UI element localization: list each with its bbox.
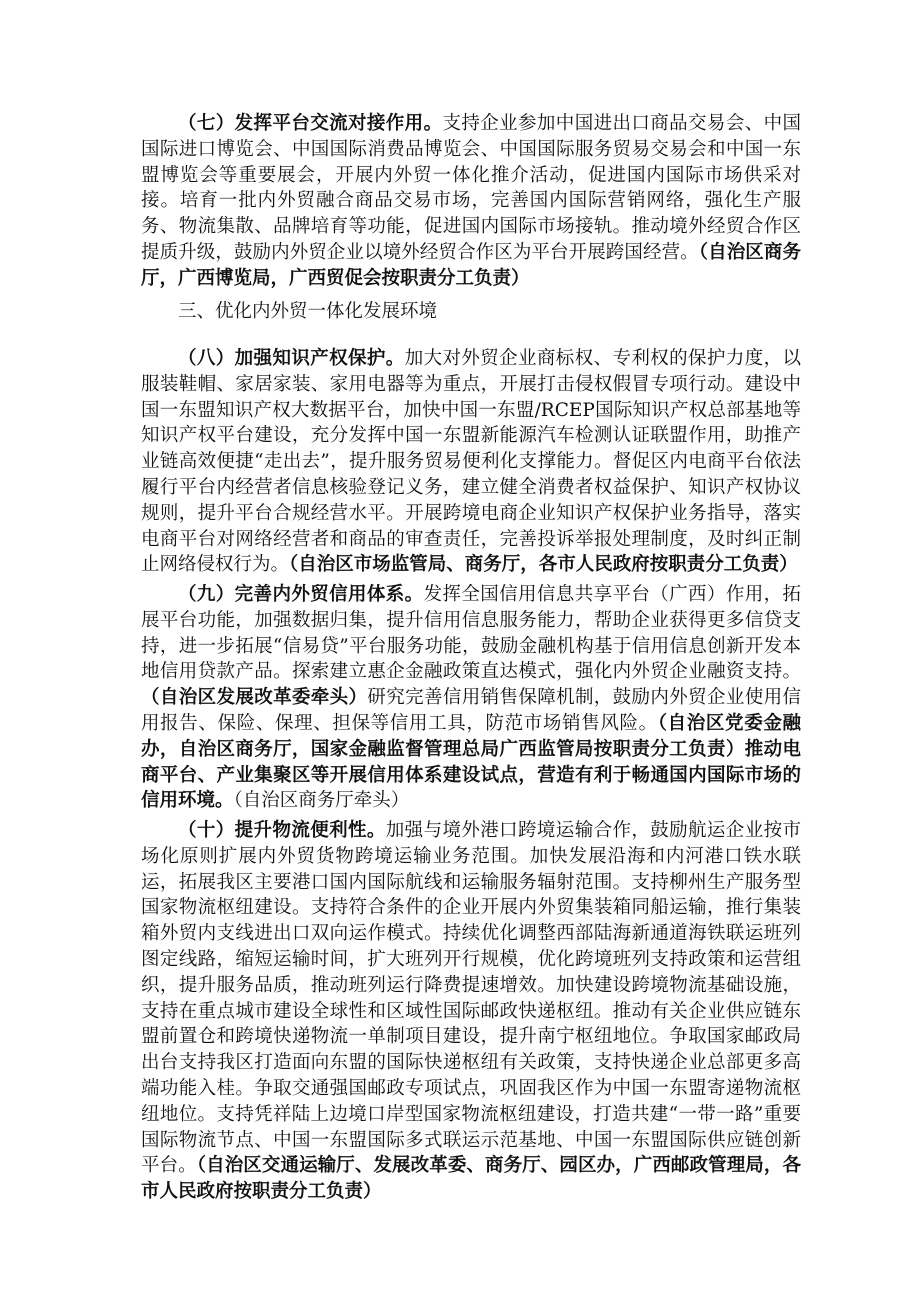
section-8-paragraph	[141, 346, 801, 578]
section-9-body-1: 发挥全国信用信息共享平台（广西）作用，拓展平台功能，加强数据归集，提升信用信息服务能力，帮助企业获得更多信贷支持，进一步拓展“信易贷”平台服务功能，鼓励金融机构基于信用信息创新开发本地信用贷款产品。探索建立惠企金融政策直达模式，强化内外贸企业融资支持。	[141, 584, 801, 683]
section-7-responsible: （自治区商务厅，广西博览局，广西贸促会按职责分工负责）	[141, 241, 801, 289]
section-10-paragraph	[141, 818, 801, 1205]
section-9-body-2: 研究完善信用销售保障机制，鼓励内外贸企业使用信用报告、保险、保理、担保等信用工具，防范市场销售风险。	[141, 687, 801, 734]
section-10-body: 加强与境外港口跨境运输合作，鼓励航运企业按市场化原则扩展内外贸货物跨境运输业务范围。加快发展沿海和内河港口铁水联运，拓展我区主要港口国内国际航线和运输服务辐射范围。支持柳州生产服务型国家物流枢纽建设。支持符合条件的企业开展内外贸集装箱同船运输，推行集装箱外贸内支线进出口双向运作模式。持续优化调整西部陆海新通道海铁联运班列图定线路，缩短运输时间，扩大班列开行规模，优化跨境班列支持政策和运营组织，提升服务品质，推动班列运行降费提速增效。加快建设跨境物流基础设施，支持在重点城市建设全球性和区域性国际邮政快递枢纽。推动有关企业供应链东盟前置仓和跨境快递物流一单制项目建设，提升南宁枢纽地位。争取国家邮政局出台支持我区打造面向东盟的国际快递枢纽有关政策，支持快递企业总部更多高端功能入桂。争取交通强国邮政专项试点，巩固我区作为中国一东盟寄递物流枢纽地位。支持凭祥陆上边境口岸型国家物流枢纽建设，打造共建“一带一路”重要国际物流节点、中国一东盟国际多式联运示范基地、中国一东盟国际供应链创新平台。	[141, 820, 801, 1177]
section-9-responsible-1: （自治区发展改革委牵头）	[141, 687, 368, 709]
section-9-responsible-2: （自治区党委金融办，自治区商务厅，国家金融监督管理总局广西监管局按职责分工负责）	[141, 712, 801, 760]
section-10-responsible: （自治区交通运输厅、发展改革委、商务厅、园区办，广西邮政管理局，各市人民政府按职责分工负责）	[141, 1155, 801, 1203]
section-7-title: （七）发挥平台交流对接作用。	[178, 113, 443, 134]
section-9-paragraph	[141, 582, 801, 814]
section-8-body: 加大对外贸企业商标权、专利权的保护力度，以服装鞋帽、家居家装、家用电器等为重点，开展打击侵权假冒专项行动。建设中国一东盟知识产权大数据平台，加快中国一东盟/RCEP国际知识产权总部基地等知识产权平台建设，充分发挥中国一东盟新能源汽车检测认证联盟作用，助推产业链高效便捷“走出去”，提升服务贸易便利化支撑能力。督促区内电商平台依法履行平台内经营者信息核验登记义务，建立健全消费者权益保护、知识产权协议规则，提升平台合规经营水平。开展跨境电商企业知识产权保护业务指导，落实电商平台对网络经营者和商品的审查责任，完善投诉举报处理制度，及时纠正制止网络侵权行为。	[141, 348, 801, 576]
section-heading-3: 三、优化内外贸一体化发展环境	[178, 301, 438, 322]
section-7-body: 支持企业参加中国进出口商品交易会、中国国际进口博览会、中国国际消费品博览会、中国国际服务贸易交易会和中国一东盟博览会等重要展会，开展内外贸一体化推介活动，促进国内国际市场供采对接。培育一批内外贸融合商品交易市场，完善国内国际营销网络，强化生产服务、物流集散、品牌培育等功能，促进国内国际市场接轨。推动境外经贸合作区提质升级，鼓励内外贸企业以境外经贸合作区为平台开展跨国经营。	[141, 113, 801, 263]
section-9-body-3: 推动电商平台、产业集聚区等开展信用体系建设试点，营造有利于畅通国内国际市场的信用环境。	[141, 738, 801, 812]
section-8-responsible: （自治区市场监管局、商务厅，各市人民政府按职责分工负责）	[289, 554, 798, 576]
section-8-title: （八）加强知识产权保护。	[178, 348, 405, 369]
section-9-responsible-3: （自治区商务厅牵头）	[233, 790, 410, 812]
section-9-title: （九）完善内外贸信用体系。	[178, 584, 424, 605]
section-7-paragraph	[141, 111, 801, 292]
section-10-title: （十）提升物流便利性。	[178, 820, 386, 841]
